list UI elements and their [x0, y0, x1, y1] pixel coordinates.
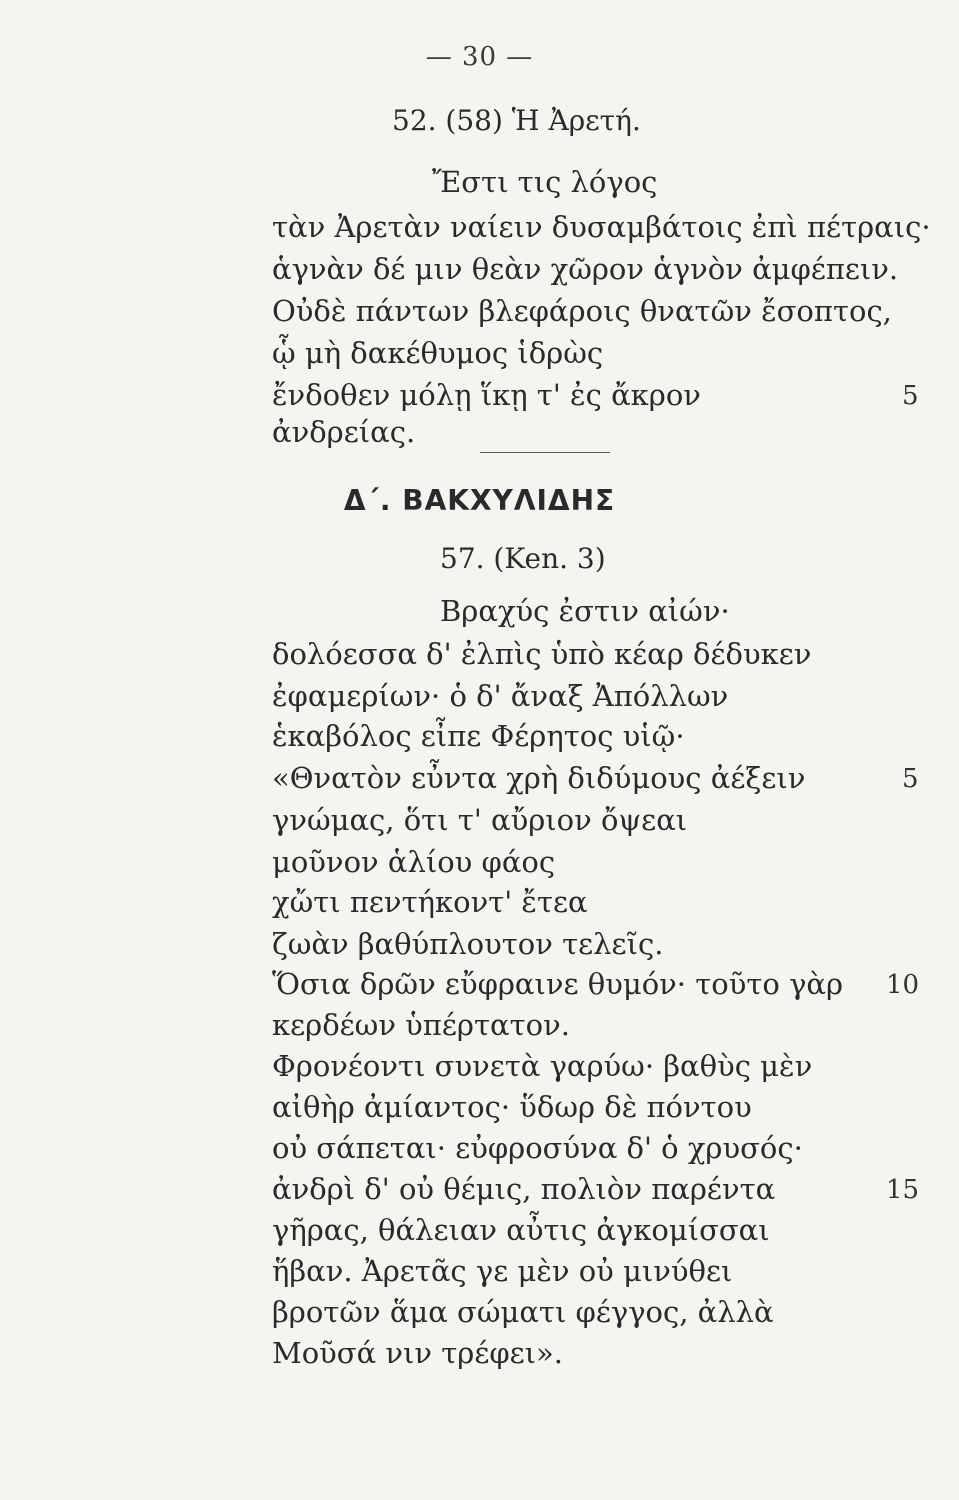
line-number: 10 — [886, 970, 920, 1000]
poem-line: ἁγνὰν δέ μιν θεὰν χῶρον ἁγνὸν ἀμφέπειν. — [272, 252, 899, 286]
poem-line: γνώμας, ὅτι τ' αὔριον ὄψεαι — [272, 803, 688, 837]
line-number: 5 — [902, 764, 919, 794]
line-number: 5 — [902, 381, 919, 411]
line-number: 15 — [886, 1175, 920, 1205]
poem-line: «Θνατὸν εὖντα χρὴ διδύμους ἀέξειν — [272, 761, 806, 795]
section-divider — [480, 452, 610, 453]
poem-line: Φρονέοντι συνετὰ γαρύω· βαθὺς μὲν — [272, 1049, 813, 1083]
poem-line: ἐφαμερίων· ὁ δ' ἄναξ Ἀπόλλων — [272, 679, 729, 713]
poem-line: αἰθὴρ ἀμίαντος· ὕδωρ δὲ πόντου — [272, 1090, 752, 1124]
poem-line: ἑκαβόλος εἶπε Φέρητος υἱῷ· — [272, 719, 685, 753]
poem-heading: 57. (Ken. 3) — [440, 542, 606, 575]
page-number: — 30 — — [425, 42, 534, 72]
poem-line: Οὐδὲ πάντων βλεφάροις θνατῶν ἔσοπτος, — [272, 294, 892, 328]
poem-line: δολόεσσα δ' ἐλπὶς ὑπὸ κέαρ δέδυκεν — [272, 637, 812, 671]
poem-line: ᾧ μὴ δακέθυμος ἱδρὼς — [272, 336, 604, 370]
poem-line: Βραχύς ἐστιν αἰών· — [440, 594, 730, 628]
poem-line: Ὅσια δρῶν εὔφραινε θυμόν· τοῦτο γὰρ — [272, 967, 844, 1001]
poem-line: ἀνδρείας. — [272, 415, 416, 449]
poem-line: ἥβαν. Ἀρετᾶς γε μὲν οὐ μινύθει — [272, 1254, 733, 1288]
poem-heading: 52. (58) Ἡ Ἀρετή. — [392, 104, 641, 137]
poem-line: ἀνδρὶ δ' οὐ θέμις, πολιὸν παρέντα — [272, 1172, 776, 1206]
poem-line: τὰν Ἀρετὰν ναίειν δυσαμβάτοις ἐπὶ πέτραις· — [272, 210, 931, 244]
poem-line: Μοῦσά νιν τρέφει». — [272, 1336, 564, 1370]
poem-line: ἔνδοθεν μόλῃ ἵκῃ τ' ἐς ἄκρον — [272, 378, 701, 412]
poem-line: μοῦνον ἁλίου φάος — [272, 845, 556, 879]
poem-line: κερδέων ὑπέρτατον. — [272, 1008, 570, 1042]
poem-line: βροτῶν ἅμα σώματι φέγγος, ἀλλὰ — [272, 1295, 774, 1329]
poem-line: ζωὰν βαθύπλουτον τελεῖς. — [272, 927, 664, 961]
poem-line: Ἔστι τις λόγος — [432, 165, 658, 199]
author-heading: Δ΄. ΒΑΚΧΥΛΙΔΗΣ — [343, 484, 616, 517]
poem-line: γῆρας, θάλειαν αὖτις ἀγκομίσσαι — [272, 1213, 770, 1247]
poem-line: οὐ σάπεται· εὐφροσύνα δ' ὁ χρυσός· — [272, 1131, 803, 1165]
poem-line: χὤτι πεντήκοντ' ἔτεα — [272, 885, 588, 919]
